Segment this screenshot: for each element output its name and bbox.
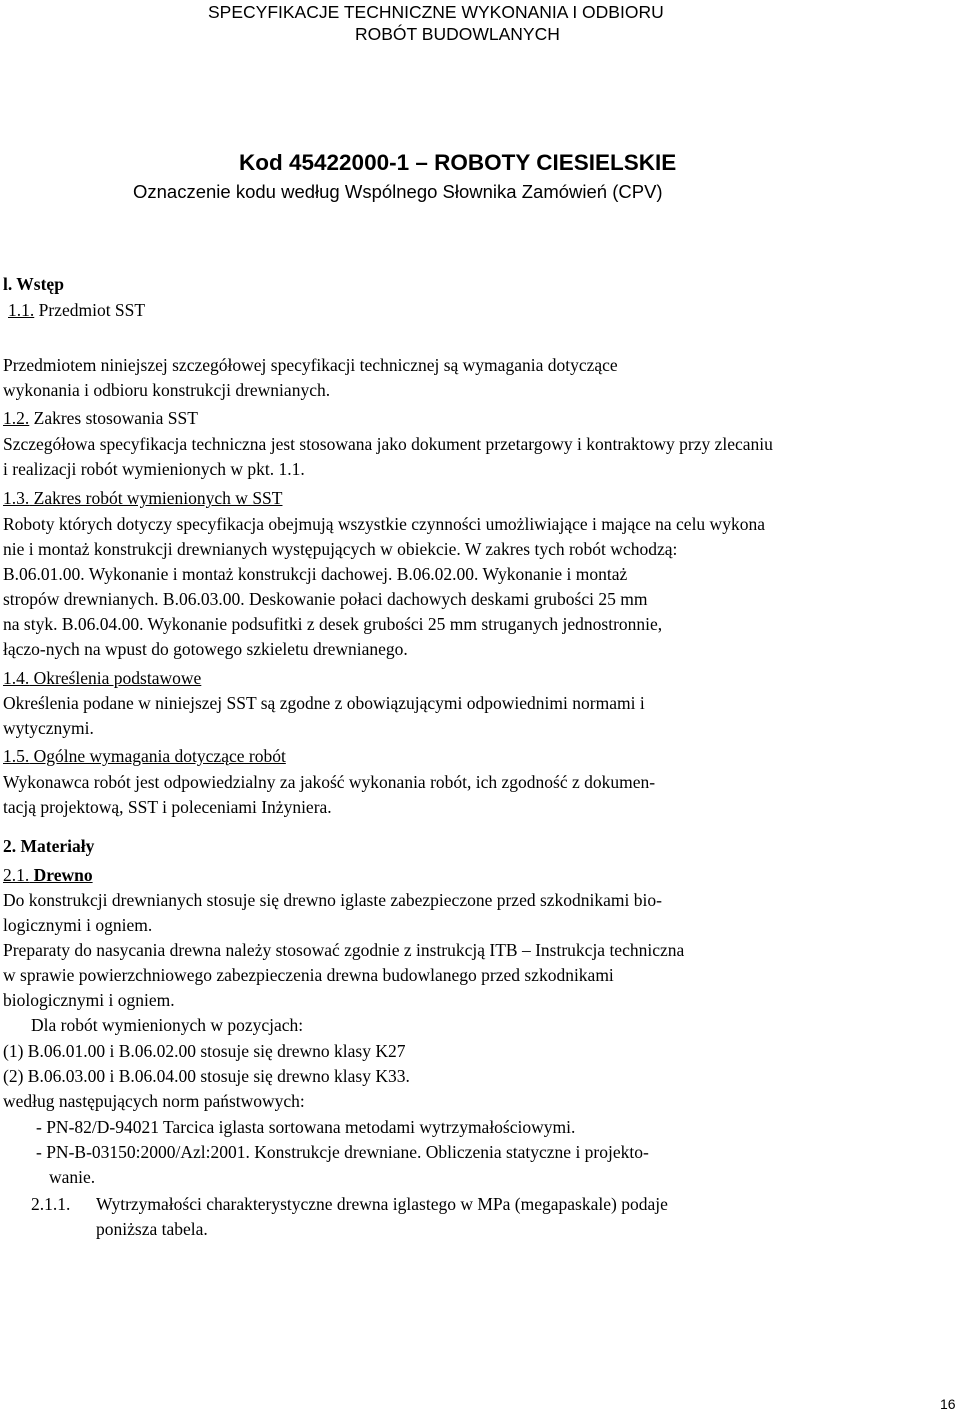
norm-item: - PN-B-03150:2000/Azl:2001. Konstrukcje drewniane. Obliczenia statyczne i projekto- [36, 1142, 649, 1162]
positions-intro: Dla robót wymienionych w pozycjach: [31, 1015, 304, 1035]
section-1-1-body-line: Przedmiotem niniejszej szczegółowej specyfikacji technicznej są wymagania dotyczące [3, 355, 618, 375]
section-1-heading: l. Wstęp [3, 274, 64, 294]
section-1-2-body-line: Szczegółowa specyfikacja techniczna jest stosowana jako dokument przetargowy i kontraktowy przy zlecaniu [3, 434, 773, 454]
header-line-1: SPECYFIKACJE TECHNICZNE WYKONANIA I ODBIORU [208, 2, 664, 22]
section-1-3-heading: 1.3. Zakres robót wymienionych w SST [3, 488, 283, 508]
section-2-1-heading: 2.1. Drewno [3, 865, 93, 885]
norm-item-continuation: wanie. [49, 1167, 96, 1187]
section-2-1-1-text-line: poniższa tabela. [96, 1219, 208, 1239]
section-2-1-body-line: w sprawie powierzchniowego zabezpieczenia drewna budowlanego przed szkodnikami [3, 965, 614, 985]
section-2-1-body-line: Preparaty do nasycania drewna należy stosować zgodnie z instrukcją ITB – Instrukcja techniczna [3, 940, 685, 960]
section-1-3-body-line: B.06.01.00. Wykonanie i montaż konstrukcji dachowej. B.06.02.00. Wykonanie i montaż [3, 564, 628, 584]
position-item: (1) B.06.01.00 i B.06.02.00 stosuje się drewno klasy K27 [3, 1041, 406, 1061]
section-1-1-heading: 1.1. Przedmiot SST [8, 300, 146, 320]
section-1-1-body-line: wykonania i odbioru konstrukcji drewnianych. [3, 380, 331, 400]
code-title: Kod 45422000-1 – ROBOTY CIESIELSKIE [239, 150, 677, 175]
section-2-1-1-text-line: Wytrzymałości charakterystyczne drewna iglastego w MPa (megapaskale) podaje [96, 1194, 668, 1214]
section-1-3-body-line: stropów drewnianych. B.06.03.00. Deskowanie połaci dachowych deskami grubości 25 mm [3, 589, 648, 609]
section-1-2-body-line: i realizacji robót wymienionych w pkt. 1.1. [3, 459, 305, 479]
page-number: 16 [940, 1396, 956, 1412]
section-1-5-body-line: tacją projektową, SST i poleceniami Inżyniera. [3, 797, 332, 817]
section-1-4-heading: 1.4. Określenia podstawowe [3, 668, 202, 688]
section-1-5-heading: 1.5. Ogólne wymagania dotyczące robót [3, 746, 286, 766]
section-1-3-body-line: nie i montaż konstrukcji drewnianych występujących w obiekcie. W zakres tych robót wchodzą: [3, 539, 678, 559]
code-subtitle: Oznaczenie kodu według Wspólnego Słownika Zamówień (CPV) [133, 181, 663, 202]
section-1-5-body-line: Wykonawca robót jest odpowiedzialny za jakość wykonania robót, ich zgodność z dokumen- [3, 772, 656, 792]
position-item: (2) B.06.03.00 i B.06.04.00 stosuje się drewno klasy K33. [3, 1066, 410, 1086]
section-2-heading: 2. Materiały [3, 836, 95, 856]
section-1-4-body-line: Określenia podane w niniejszej SST są zgodne z obowiązującymi odpowiednimi normami i [3, 693, 645, 713]
section-1-2-heading: 1.2. Zakres stosowania SST [3, 408, 198, 428]
section-2-1-1-number: 2.1.1. [31, 1194, 71, 1214]
norms-intro: według następujących norm państwowych: [3, 1091, 305, 1111]
section-1-3-body-line: na styk. B.06.04.00. Wykonanie podsufitki z desek grubości 25 mm struganych jednostronnie, [3, 614, 663, 634]
section-2-1-body-line: Do konstrukcji drewnianych stosuje się drewno iglaste zabezpieczone przed szkodnikami bio- [3, 890, 662, 910]
section-1-3-body-line: Roboty których dotyczy specyfikacja obejmują wszystkie czynności umożliwiające i mające na celu wykona [3, 514, 765, 534]
section-1-4-body-line: wytycznymi. [3, 718, 94, 738]
section-1-3-body-line: łączo-nych na wpust do gotowego szkieletu drewnianego. [3, 639, 408, 659]
norm-item: - PN-82/D-94021 Tarcica iglasta sortowana metodami wytrzymałościowymi. [36, 1117, 576, 1137]
section-2-1-body-line: logicznymi i ogniem. [3, 915, 153, 935]
section-2-1-body-line: biologicznymi i ogniem. [3, 990, 175, 1010]
header-line-2: ROBÓT BUDOWLANYCH [355, 24, 560, 44]
